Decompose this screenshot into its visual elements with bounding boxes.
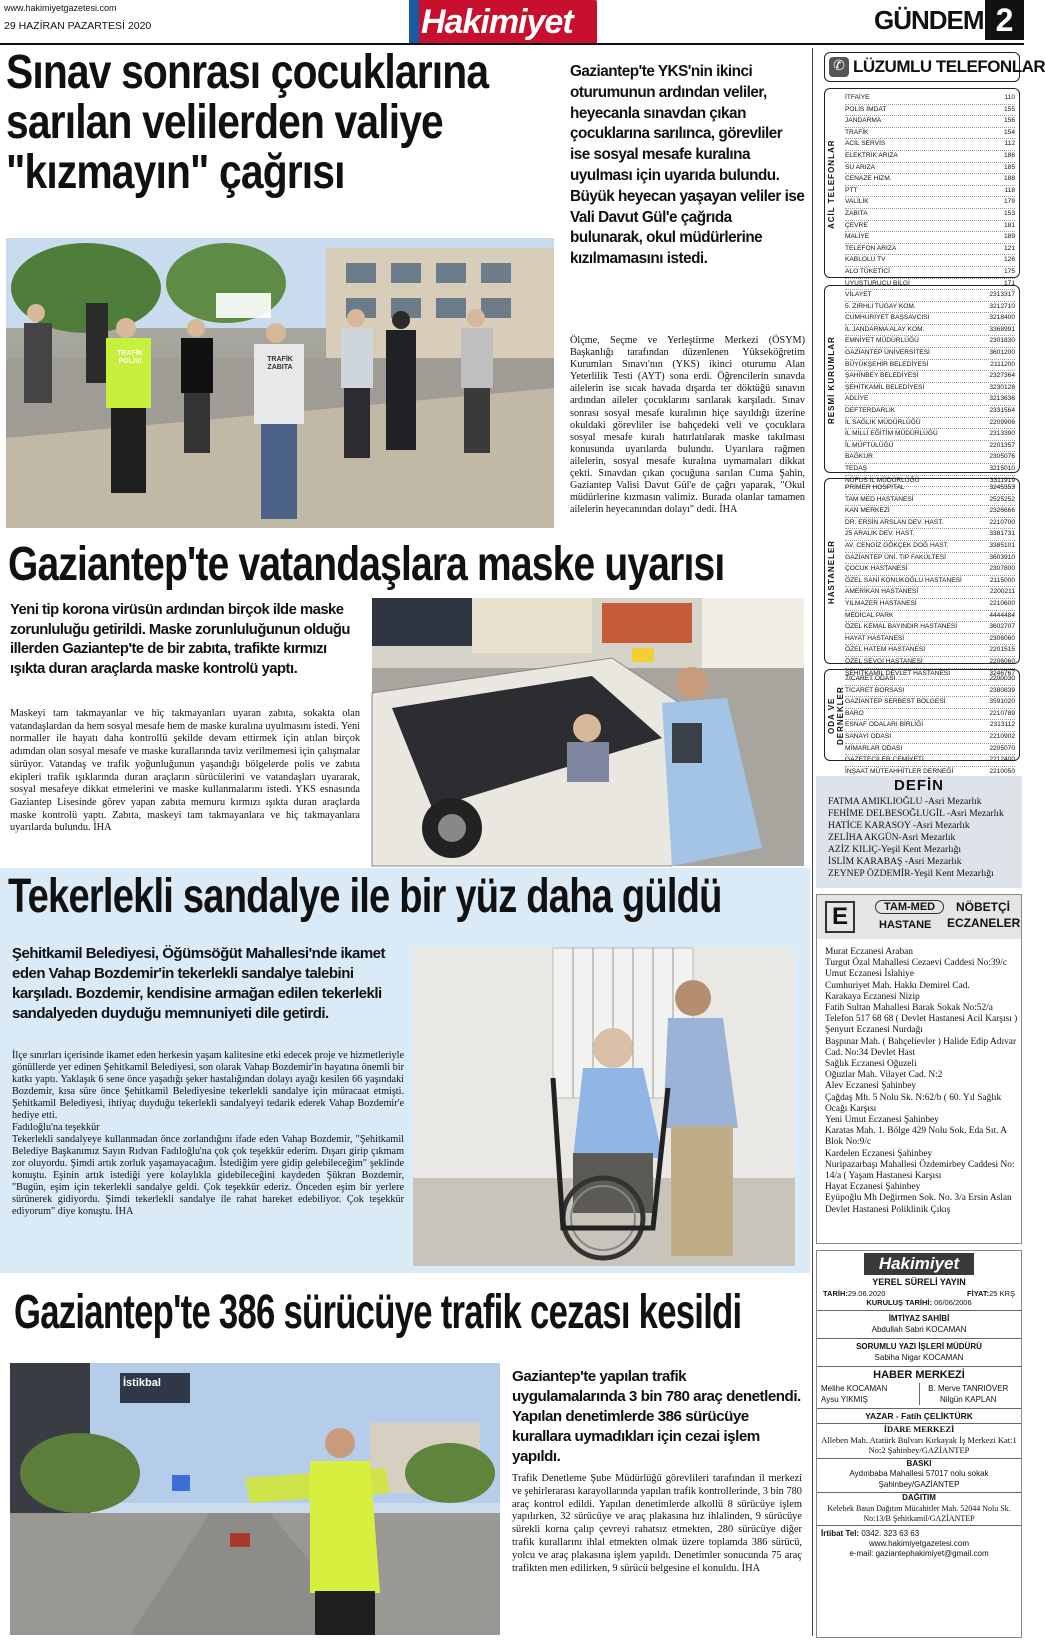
phone-row	[845, 360, 1015, 372]
phone-row-name: TELEFON ARIZA	[845, 244, 897, 252]
phone-row-name: TEDAŞ	[845, 464, 867, 472]
phone-row-name: SANAYİ ODASI	[845, 732, 892, 740]
kunye-kurulus: KURULUŞ TARİHİ: 06/06/2006	[866, 1298, 972, 1307]
phone-row-name: TAM MED HASTANESİ	[845, 495, 914, 503]
phone-row-name: TRAFİK	[845, 128, 869, 136]
phone-row	[845, 697, 1015, 709]
phone-group-label: ACİL TELEFONLAR	[827, 139, 836, 229]
phone-row-number: 2200211	[989, 588, 1015, 596]
phone-row-name: JANDARMA	[845, 117, 882, 125]
eczane-header	[817, 895, 1021, 939]
article-2-lead: Yeni tip korona virüsün ardından birçok ilde maske zorunluluğu getirildi. Maske zorunluluğunun olduğu illerden Gaziantep'te de bir zabıta, trafikte kırmızı ışıkta duran araçlarda maske kontrolü yaptı.	[10, 602, 350, 677]
phone-row-name: ÖZEL SEVGİ HASTANESİ	[845, 657, 923, 665]
phone-row-name: DEFTERDARLIK	[845, 406, 896, 414]
kunye-mudur-label: SORUMLU YAZI İŞLERİ MÜDÜRÜ	[856, 1342, 982, 1351]
phone-row-number: 2206060	[989, 657, 1015, 665]
phone-row	[845, 541, 1015, 553]
phone-row	[845, 452, 1015, 464]
phone-row-number: 2525252	[989, 495, 1015, 503]
article-2	[0, 536, 810, 866]
phone-row	[845, 599, 1015, 611]
eczane-box	[816, 894, 1022, 1244]
phone-title-box	[824, 52, 1045, 82]
article-1	[0, 48, 810, 533]
phone-row-name: ŞEHİTKAMİL DEVLET HASTANESİ	[845, 669, 951, 677]
phone-row-name: İTFAİYE	[845, 94, 870, 101]
phone-row-number: 2313112	[989, 721, 1015, 729]
phone-row-number: 185	[1003, 163, 1015, 171]
photo-label-trafik-polisi: TRAFİK POLİSİ	[117, 350, 143, 365]
phone-row-name: UYUŞTURUCU BİLGİ	[845, 279, 910, 287]
phone-row-name: DR. ERSİN ARSLAN DEV. HAST.	[845, 518, 944, 526]
defin-item: FATMA AMIKLIOĞLU -Asri Mezarlık	[828, 796, 982, 807]
phone-row-name: ÇEVRE	[845, 221, 868, 229]
phone-row	[845, 197, 1015, 209]
phone-row	[845, 686, 1015, 698]
phone-row-number: 189	[1003, 233, 1015, 241]
kunye-baski: Aydınbaba Mahallesi 57017 nolu sokak Şahinbey/GAZİANTEP	[849, 1469, 989, 1489]
kunye-haber-right-1: B. Merve TANRIÖVER	[928, 1384, 1009, 1393]
phone-row	[845, 755, 1015, 767]
phone-row-name: PRİMER HOSPİTAL	[845, 484, 905, 491]
phone-row-name: YILMAZER HASTANESİ	[845, 599, 917, 607]
eczane-list: Murat Eczanesi Araban Turgut Özal Mahallesi Cezaevi Caddesi No:39/c Umut Eczanesi İslahiye Cumhuriyet Mah. Hakkı Demirel Cad. Karakaya Eczanesi Nizip Fatih Sultan Mahallesi Barak Sokak No:52/a Telefon 517 68 68 ( Devlet Hastanesi Acil Karşısı ) Şenyurt Eczanesi Nurdağı Başpınar Mah. ( Bahçelievler ) Halide Edip Adıvar Cad. No:34 Devlet Hast Sağlık Eczanesi Oğuzeli Oğuzlar Mah. Vilayet Cad. N:2 Alev Eczanesi Şahinbey Çağdaş Mh. 5 Nolu Sk. N:62/b ( 60. Yıl Sağlık Ocağı Karşısı Yeni Umut Eczanesi Şahinbey Karatas Mah. 1. Bölge 429 Nolu Sok. Eda Sıt. A Blok No:9/c Kardelen Eczanesi Şahinbey Nuripazarbaşı Mahallesi Özdemirbey Caddesi No: 14/a ( Yaşam Hastanesi Karşısı Hayat Eczanesi Şahinbey Eyüpoğlu Mh Değirmen Sok. No. 3/a Ersin Aslan Devlet Hastanesi Poliklinik Çıkış	[825, 947, 1018, 1215]
kunye-yazar: YAZAR - Fatih ÇELİKTÜRK	[817, 1408, 1021, 1423]
kunye-baski-label: BASKI	[906, 1458, 932, 1468]
phone-row	[845, 495, 1015, 507]
article-2-body: Maskeyi tam takmayanlar ve hiç takmayanları uyaran zabıta, sokakta olan vatandaşlardan da hem sosyal mesafe hem de maske kuralına uyulmasını istedi. Yeni normaller ile hayatı daha kontrollü şekilde devam ettirmek için atılan birçok adımdan olan sosyal mesafe ve maske kurallarında taviz verilmemesi için çalışmalar sürüyor. Vatandaş ve trafik yoğunluğunun yaşandığı bölgelerde polis ve zabıta ekipleri trafik ışıklarında duran araçların sürücülerini ve vatandaşları uyararak, sosyal mesafeye dikkat etmelerini ve maske kullanmalarını istedi. YKS esnasında Gaziantep Lisesinde görev yapan zabıta memuru kırmızı ışıkta duran araçlarda maske kontrolü yaptı. Zabıta, maskeyi tam takmayanlara ve hiç takmayanlara uyarılarda bulundu. İHA	[10, 708, 360, 834]
phone-directory	[816, 52, 1045, 775]
defin-item: ZEYNEP ÖZDEMİR-Yeşil Kent Mezarlığı	[828, 868, 994, 879]
phone-row-name: VİLAYET	[845, 291, 872, 298]
phone-row	[845, 325, 1015, 337]
right-column-divider	[812, 48, 813, 1636]
phone-row-number: 2301830	[989, 337, 1015, 345]
phone-row-name: ŞAHİNBEY BELEDİYESİ	[845, 372, 919, 380]
phone-row-name: ÖZEL KEMAL BAYINDIR HASTANESİ	[845, 623, 958, 631]
phone-row-name: SU ARIZA	[845, 163, 876, 171]
phone-row-number: 2305076	[989, 453, 1015, 461]
phone-row-name: İL SAĞLIK MÜDÜRLÜĞÜ	[845, 418, 921, 426]
phone-row-number: 154	[1003, 128, 1015, 136]
phone-row-name: BARO	[845, 709, 864, 717]
phone-row	[845, 290, 1015, 302]
phone-row-name: EMNİYET MÜDÜRLÜĞÜ	[845, 337, 919, 345]
defin-title: DEFİN	[894, 777, 944, 794]
phone-row-number: 2313390	[989, 430, 1015, 438]
phone-row	[845, 611, 1015, 623]
phone-row-number: 3601200	[989, 348, 1015, 356]
phone-row-number: 3215010	[989, 464, 1015, 472]
phone-row-name: İNŞAAT MÜTEAHHİTLER DERNEĞİ	[845, 767, 954, 775]
kunye-sahibi: Abdullah Sabri KOCAMAN	[871, 1325, 967, 1334]
phone-row-number: 2210700	[989, 518, 1015, 526]
phone-row-name: İL MİLLİ EĞİTİM MÜDÜRLÜĞÜ	[845, 430, 938, 438]
kunye-haber-label: HABER MERKEZİ	[817, 1366, 1021, 1383]
kunye-subtitle: YEREL SÜRELİ YAYIN	[872, 1277, 966, 1287]
phone-row-name: GAZİANTEP SERBEST BÖLGESİ	[845, 698, 946, 706]
phone-row	[845, 657, 1015, 669]
phone-row	[845, 418, 1015, 430]
phone-row-number: 179	[1003, 198, 1015, 206]
article-4	[0, 1283, 810, 1638]
phone-row-number: 2201515	[989, 646, 1015, 654]
phone-row-number: 3311919	[989, 476, 1015, 484]
phone-row	[845, 429, 1015, 441]
eczane-sponsor: TAM-MED	[875, 900, 944, 914]
kunye-dagitim-label: DAĞITIM	[902, 1493, 936, 1502]
phone-row-number: 126	[1003, 256, 1015, 264]
phone-row-name: PTT	[845, 186, 858, 194]
photo-label-trafik-zabita: TRAFİK ZABITA	[267, 356, 293, 371]
phone-row-name: İL MÜFTÜLÜĞÜ	[845, 441, 894, 449]
phone-row-number: 3603910	[989, 553, 1015, 561]
phone-row-number: 3591020	[989, 698, 1015, 706]
phone-row-name: ACİL SERVİS	[845, 140, 886, 148]
phone-row-number: 2201357	[989, 441, 1015, 449]
section-title: GÜNDEM	[874, 5, 984, 35]
phone-row-number: 2210600	[989, 599, 1015, 607]
phone-row-number: 3213636	[989, 395, 1015, 403]
phone-row	[845, 244, 1015, 256]
article-3-headline: Tekerlekli sandalye ile bir yüz daha güldü	[8, 870, 722, 923]
phone-row-name: MEDİCAL PARK	[845, 611, 894, 619]
phone-row-name: ÖZEL SANİ KONUKOĞLU HASTANESİ	[845, 576, 962, 584]
phone-row-name: 5. ZIRHLI TUGAY KOM.	[845, 302, 916, 310]
phone-row	[845, 93, 1015, 105]
phone-row-name: MALİYE	[845, 233, 870, 241]
phone-row-number: 188	[1003, 175, 1015, 183]
phone-row	[845, 348, 1015, 360]
phone-row-number: 2307800	[989, 565, 1015, 573]
issue-date: 29 HAZİRAN PAZARTESİ 2020	[4, 20, 152, 32]
article-3-body: İlçe sınırları içerisinde ikamet eden herkesin yaşam kalitesine etki edecek proje ve hizmetleriyle gönüllerde yer edinen Şehitkamil Belediyesi, son olarak Vahap Bozdemir'in hayatına önemli bir katkı yaptı. Yaklaşık 6 sene önce yaşadığı şeker hastalığından dolayı ayağı kesilen 66 yaşındaki Bozdemir, kısa süre önce Şehitkamil Belediyesine tekerlekli sandalye için müracaat etmişti. Şehitkamil Belediyesi, ihtiyaç duyduğu tekerlekli sandalyeyi tedarik ederek Vahap Bozdemir'e hediye etti. Fadıloğlu'na teşekkür Tekerlekli sandalyeye kullanmadan önce zorlandığını ifade eden Vahap Bozdemir, "Şehitkamil Belediye Başkanımız Sayın Rıdvan Fadıloğlu'na çok çok teşekkür ederim. Dışarı girip çıkmam zor oluyordu. Şimdi artık zorluk yaşamayacağım. İstediğim yere gidip gelebileceğim" şeklinde konuştu. Eşinin artık istediği yere kolaylıkla gidebileceğini kaydeden Şükran Bozdemir, "Bugün, eşim için tekerlekli sandalye geldi. Çok teşekkür ederiz. Önceden eşim bir yerlere sürünerek gidiyordu. Şimdi tekerlekli sandalye ile rahat hareket edebiliyor. Çok teşekkür ediyorum" diye konuştu. İHA	[12, 1050, 404, 1217]
phone-group-label: ODA VE DERNEKLER	[827, 686, 845, 746]
phone-row-name: TİCARET BORSASI	[845, 686, 905, 694]
phone-row-name: ADLİYE	[845, 395, 869, 403]
eczane-sponsor-sub: HASTANE	[879, 919, 932, 931]
article-3-photo	[413, 948, 795, 1266]
phone-row	[845, 441, 1015, 453]
phone-row	[845, 587, 1015, 599]
kunye-mudur: Sabiha Nigar KOCAMAN	[874, 1353, 964, 1362]
phone-row-name: CUMHURİYET BAŞSAVCISI	[845, 314, 930, 322]
phone-row	[845, 553, 1015, 565]
phone-group	[824, 285, 1020, 484]
phone-row-number: 2380839	[989, 686, 1015, 694]
phone-row-name: BAĞKUR	[845, 453, 873, 461]
phone-row-name: GAZİANTEP ÜNİVERSİTESİ	[845, 348, 930, 356]
phone-row-name: BÜYÜKŞEHİR BELEDİYESİ	[845, 360, 929, 368]
phone-row	[845, 564, 1015, 576]
phone-row-number: 2313317	[989, 291, 1015, 298]
website-url[interactable]: www.hakimiyetgazetesi.com	[4, 3, 117, 13]
phone-row	[845, 313, 1015, 325]
phone-row-number: 2327364	[989, 372, 1015, 380]
phone-row	[845, 186, 1015, 198]
phone-row	[845, 163, 1015, 175]
article-1-photo	[6, 238, 554, 528]
phone-row-name: MİMARLAR ODASI	[845, 744, 903, 752]
phone-row	[845, 506, 1015, 518]
article-1-body: Ölçme, Seçme ve Yerleştirme Merkezi (ÖSYM) Başkanlığı tarafından düzenlenen Yükseköğretim Kurumları Sınavı'nın (YKS) ikinci oturumu Alan Yeterlilik Testi (AYT) sona erdi. Öğrencilerin sınavda ailelerin ise sıcak havada dışarda ter döktüğü sınavın ardından aileler çocuklarını sarılarak karşıladı. Sınav sonrası sosyal mesafe kuralının hiçe sayıldığı üzerine okuldaki görevliler ise bahçedeki veli ve çocuklara sosyal mesafe kuralı hatırlatılarak maske takılması konusunda uyarılarda bulundu. Uyarılara rağmen ailelerin, sosyal mesafe kuralına uymamaları dikkat çekti. Sınavdan çıkan çocuğuna sarılan Cuma Şahin, Gaziantep Valisi Davut Gül'e de çağrı yaparak, "Okul müdürlerine kızmasın valimiz. Burada olanlar tamamen ailelerin heyecanından dolayı" dedi. İHA	[570, 335, 805, 516]
phone-row-number: 3381731	[989, 530, 1015, 538]
phone-row-name: ÇOCUK HASTANESİ	[845, 565, 908, 573]
phone-row-number: 175	[1003, 267, 1015, 275]
phone-row	[845, 174, 1015, 186]
phone-row-number: 181	[1003, 221, 1015, 229]
kunye-email[interactable]: e-mail: gaziantephakimiyet@gmail.com	[849, 1548, 989, 1558]
phone-row-name: KAN MERKEZİ	[845, 507, 890, 515]
phone-row	[845, 302, 1015, 314]
phone-row-number: 156	[1003, 117, 1015, 125]
phone-row-number: 3385101	[989, 541, 1015, 549]
phone-row-name: CENAZE HİZM.	[845, 175, 892, 183]
phone-group	[824, 478, 1020, 677]
phone-row-number: 2205070	[989, 744, 1015, 752]
phone-row	[845, 232, 1015, 244]
kunye-haber-left-2: Aysu YIKMIŞ	[821, 1395, 868, 1404]
phone-row-name: GAZİANTEP ÜNİ. TIP FAKÜLTESİ	[845, 553, 947, 561]
article-4-lead: Gaziantep'te yapılan trafik uygulamalarında 3 bin 780 araç denetlendi. Yapılan denetimlerde 386 sürücüye kurallara uymadıkları için cezai işlem yapıldı.	[512, 1368, 801, 1465]
phone-row-number: 2200030	[989, 675, 1015, 682]
kunye-haber-right-2: Nilgün KAPLAN	[940, 1395, 997, 1404]
phone-row	[845, 483, 1015, 495]
phone-row-name: AMERİKAN HASTANESİ	[845, 588, 919, 596]
defin-box	[816, 776, 1022, 888]
phone-row	[845, 267, 1015, 279]
eczane-e-icon: E	[825, 901, 855, 933]
phone-group	[824, 669, 1020, 775]
phone-row-name: POLİS İMDAT	[845, 105, 887, 113]
phone-row-number: 3212710	[989, 302, 1015, 310]
article-2-headline: Gaziantep'te vatandaşlara maske uyarısı	[8, 538, 725, 591]
eczane-title: NÖBETÇİ ECZANELER	[947, 900, 1021, 930]
phone-row	[845, 744, 1015, 756]
kunye-dagitim: Kelebek Basın Dağıtım Mücahitler Mah. 52044 Nolu Sk. No:13/B Şehitkamil/GAZİANTEP	[827, 1503, 1011, 1523]
phone-row-number: 3245353	[989, 484, 1015, 491]
kunye-idare: Alleben Mah. Atatürk Bulvarı Kırkayak İş Merkezi Kat:1 No:2 Şahinbey/GAZİANTEP	[821, 1434, 1017, 1455]
defin-item: AZİZ KILIÇ-Yeşil Kent Mezarlığı	[828, 844, 962, 855]
kunye-fiyat: FİYAT:25 KRŞ	[967, 1289, 1015, 1298]
article-4-body: Trafik Denetleme Şube Müdürlüğü görevlileri tarafından il merkezi ve şehirlerarası karayollarında yapılan trafik kontrollerinde, 3 bin 780 araç kontrol edildi. Yapılan denetimlerde alkollü 8 sürücüye işlem yapılırken, 32 sürücüye ve araç plakasına hız ihlalinden, 9 sürücüye sürekli korna çalıp çevreyi rahatsız etmekten, 280 sürücüye diğer trafik kurallarını ihlal etmekten olmak üzere toplamda 386 sürücü, yolcu ve araç plakasına işlem yapıldı. Denetimler sonucunda 75 araç trafikten men edilirken, 9 sürücü belgesine el konuldu. İHA	[512, 1473, 802, 1574]
phone-row	[845, 221, 1015, 233]
defin-item: FEHİME DELBESOĞLUGİL -Asri Mezarlık	[828, 808, 1004, 819]
phone-row-name: AV. CENGİZ GÖKÇEK DOĞ HAST.	[845, 541, 949, 549]
kunye-haber-left-1: Melihe KOCAMAN	[821, 1384, 888, 1393]
phone-row	[845, 336, 1015, 348]
phone-row	[845, 720, 1015, 732]
phone-row-number: 3218400	[989, 314, 1015, 322]
header-rule	[0, 43, 1024, 45]
phone-row-name: NÜFUS İL MÜDÜRLÜĞÜ	[845, 476, 920, 484]
defin-item: HATİCE KARASOY -Asri Mezarlık	[828, 820, 970, 831]
phone-row-number: 112	[1004, 140, 1015, 148]
phone-row-number: 118	[1004, 186, 1015, 194]
phone-row-number: 171	[1003, 279, 1015, 287]
phone-row-name: İL JANDARMA ALAY KOM.	[845, 325, 925, 333]
phone-row	[845, 383, 1015, 395]
kunye-logo: Hakimiyet	[864, 1253, 974, 1275]
phone-row	[845, 105, 1015, 117]
phone-group-label: HASTANELER	[827, 539, 836, 605]
phone-row-name: ŞEHİTKAMİL BELEDİYESİ	[845, 383, 925, 391]
phone-row-number: 153	[1003, 209, 1015, 217]
defin-item: İSLİM KARABAŞ -Asri Mezarlık	[828, 856, 962, 867]
phone-row-number: 2115000	[989, 576, 1015, 584]
phone-row-name: ESNAF ODALARI BİRLİĞİ	[845, 721, 924, 729]
phone-row-number: 3246767	[989, 669, 1015, 677]
article-3-subhead: Fadıloğlu'na teşekkür	[12, 1122, 100, 1133]
phone-row-name: 25 ARALIK DEV. HAST.	[845, 530, 915, 538]
article-3	[0, 868, 810, 1273]
phone-row	[845, 394, 1015, 406]
phone-row	[845, 529, 1015, 541]
kunye-web[interactable]: www.hakimiyetgazetesi.com	[868, 1538, 970, 1548]
article-2-photo	[372, 598, 804, 866]
phone-row-number: 2210789	[989, 709, 1015, 717]
phone-row-name: TİCARET ODASI	[845, 675, 896, 682]
kunye-idare-label: İDARE MERKEZİ	[883, 1424, 955, 1434]
article-1-headline: Sınav sonrası çocuklarına sarılan velilerden valiye "kızmayın" çağrısı	[6, 46, 489, 199]
phone-row-number: 2209906	[989, 418, 1015, 426]
phone-row-number: 2210050	[989, 767, 1015, 775]
phone-row	[845, 709, 1015, 721]
article-3-lead: Şehitkamil Belediyesi, Öğümsöğüt Mahallesi'nde ikamet eden Vahap Bozdemir'in tekerlekli sandalye talebini karşıladı. Bozdemir, kendisine armağan edilen tekerlekli sandalyeden duyduğu memnuniyeti dile getirdi.	[12, 945, 386, 1022]
article-4-headline: Gaziantep'te 386 sürücüye trafik cezası kesildi	[14, 1286, 742, 1339]
kunye-tarih: TARİH:29.06.2020	[823, 1289, 886, 1298]
phone-row-name: KABLOLU TV	[845, 256, 886, 264]
phone-row-number: 3368991	[989, 325, 1015, 333]
phone-row	[845, 139, 1015, 151]
phone-row	[845, 576, 1015, 588]
phone-row	[845, 645, 1015, 657]
kunye-sahibi-label: İMTİYAZ SAHİBİ	[888, 1314, 950, 1323]
phone-row	[845, 406, 1015, 418]
phone-row	[845, 255, 1015, 267]
kunye-iletisim: 0342. 323 63 63	[861, 1528, 920, 1538]
phone-row-number: 2212400	[989, 756, 1015, 764]
phone-row	[845, 209, 1015, 221]
photo-label-istikbal: İstikbal	[123, 1377, 161, 1389]
phone-row	[845, 371, 1015, 383]
phone-row-number: 4444484	[989, 611, 1015, 619]
phone-row-number: 3230128	[989, 383, 1015, 391]
phone-icon: ✆	[829, 57, 849, 77]
phone-row	[845, 674, 1015, 686]
article-4-photo	[10, 1363, 500, 1635]
masthead-logo: Hakimiyet	[409, 0, 597, 44]
phone-row-number: 2326666	[989, 507, 1015, 515]
phone-row-number: 155	[1003, 105, 1015, 113]
phone-row-number: 186	[1003, 151, 1015, 159]
phone-row	[845, 622, 1015, 634]
phone-row-name: ZABITA	[845, 209, 868, 217]
phone-row-name: HAYAT HASTANESİ	[845, 634, 905, 642]
kunye-box	[816, 1250, 1022, 1638]
phone-row	[845, 518, 1015, 530]
phone-row	[845, 464, 1015, 476]
phone-row-name: ELEKTRİK ARIZA	[845, 151, 898, 159]
phone-row	[845, 116, 1015, 128]
phone-row	[845, 634, 1015, 646]
phone-row	[845, 732, 1015, 744]
phone-row-name: GAZETECİLER CEMİYETİ	[845, 756, 924, 764]
phone-row-number: 2210902	[989, 732, 1015, 740]
phone-group-label: RESMİ KURUMLAR	[827, 336, 836, 424]
kunye-iletisim-label: İrtibat Tel:	[821, 1528, 860, 1538]
phone-group	[824, 88, 1020, 287]
phone-title: LÜZUMLU TELEFONLAR	[853, 57, 1045, 76]
phone-row-number: 2331564	[989, 406, 1015, 414]
phone-row-number: 2306060	[989, 634, 1015, 642]
phone-row-number: 121	[1003, 244, 1015, 252]
phone-row-name: ÖZEL HATEM HASTANESİ	[845, 646, 926, 654]
defin-item: ZELİHA AKGÜN-Asri Mezarlık	[828, 832, 956, 843]
article-1-lead: Gaziantep'te YKS'nin ikinci oturumunun ardından veliler, heyecanla sınavdan çıkan çocuklarına sarılınca, görevliler ise sosyal mesafe kuralına uyulması için uyarıda bulundu. Büyük heyecan yaşayan veliler ise Vali Davut Gül'e çağrıda bulunarak, okul müdürlerine kızılmamasını istedi.	[570, 63, 805, 268]
phone-row	[845, 151, 1015, 163]
phone-row-name: ALO TÜKETİCİ	[845, 267, 890, 275]
phone-row	[845, 128, 1015, 140]
phone-row-number: 3602707	[989, 623, 1015, 631]
phone-row-number: 110	[1004, 94, 1015, 101]
phone-row-name: VALİLİK	[845, 198, 869, 206]
page-number: 2	[985, 0, 1024, 40]
phone-row-number: 2111200	[990, 360, 1015, 368]
